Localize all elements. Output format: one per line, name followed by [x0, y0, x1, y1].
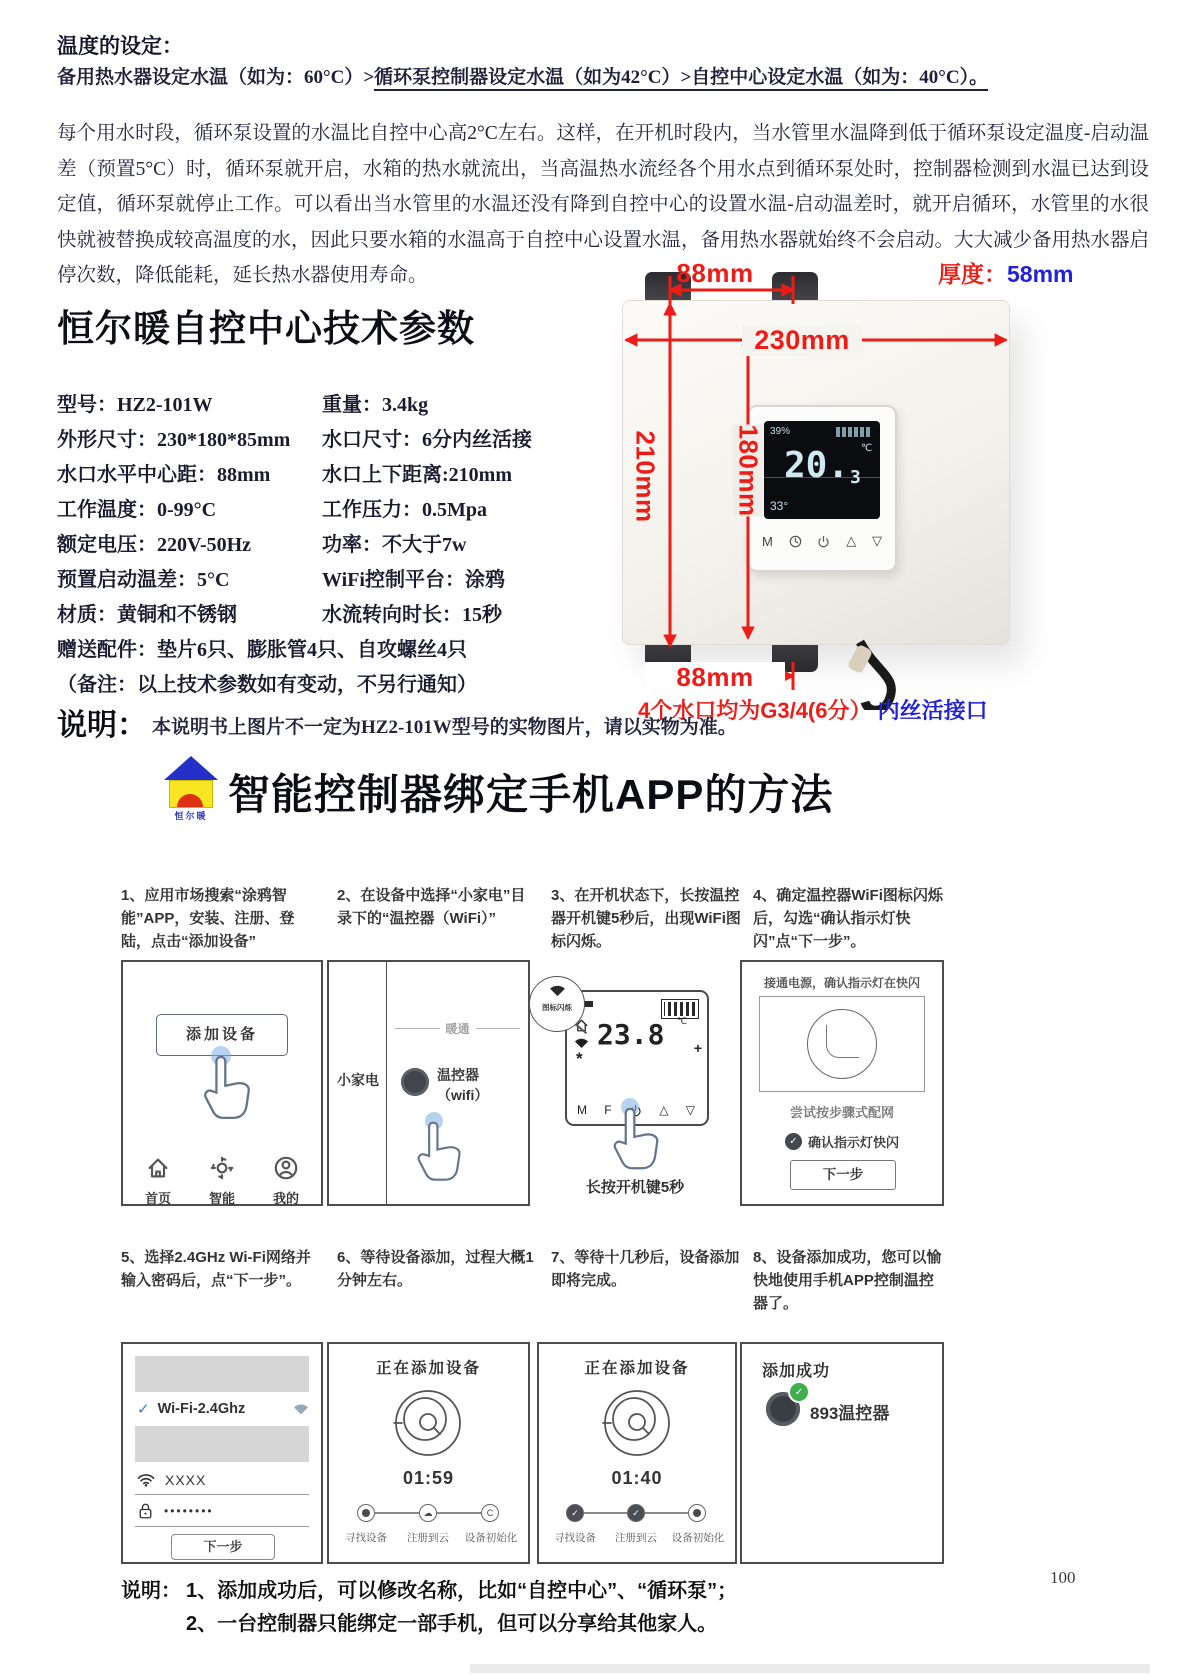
device-label[interactable]: 温控器 （wifi） [437, 1067, 489, 1103]
sidebar-divider [386, 962, 387, 1204]
confirm-check-row[interactable]: ✓ 确认指示灯快闪 [742, 1132, 942, 1151]
nav-smart[interactable]: 智能 [191, 1156, 253, 1207]
lock-icon [137, 1502, 154, 1520]
spec-table [57, 388, 587, 703]
plus-mark: + [693, 1040, 702, 1056]
next-step-button[interactable]: 下一步 [790, 1160, 896, 1190]
temp-setting-heading: 温度的设定： [57, 35, 183, 58]
progress-step-init: C [481, 1504, 499, 1522]
hvac-divider-row: 暖通 [395, 1020, 520, 1037]
temp-rule-plain: 备用热水器设定水温（如为：60°C）> [57, 67, 375, 88]
ssid-field[interactable]: XXXX [137, 1472, 309, 1488]
up-button[interactable]: △ [846, 533, 857, 548]
dim-inner-180: 180mm [733, 424, 764, 517]
wifi-row-placeholder [135, 1356, 309, 1392]
wifi-icon [549, 984, 566, 997]
tech-heading: 恒尔暖自控中心技术参数 [57, 308, 475, 349]
sidebar-item-small-appliance[interactable]: 小家电 [337, 1072, 379, 1088]
intro-paragraph: 每个用水时段，循环泵设置的水温比自控中心高2°C左右。这样，在开机时段内，当水管里水温降到低于循环泵设定温度-启动温差（预置5°C）时，循环泵就开启，水箱的热水就流出，当高温热水流经各个用水点到循环泵处时，控制器检测到水温已达到设定值，循环泵就停止工作。可以看出当水管里的水温还没有降到自控中心的设置水温-启动温差时，就开启循环，水管里的水很快就被替换成较高温度的水，因此只要水箱的水温高于自控中心设置水温，备用热水器就始终不会启动。大大减少备用热水器启停次数，降低能耗，延长热水器使用寿命。 [57, 123, 1150, 286]
wifi-row-placeholder [135, 1426, 309, 1462]
snowflake-icon: * [576, 1049, 583, 1068]
screen-floor-temp: 33° [770, 499, 789, 513]
step-1-text: 1、应用市场搜索“涂鸦智能”APP，安装、注册、登陆，点击“添加设备” [121, 887, 295, 950]
step-4-text: 4、确定温控器WiFi图标闪烁后，勾选“确认指示灯快闪”点“下一步”。 [753, 887, 943, 950]
success-check-icon: ✓ [788, 1381, 810, 1403]
note-label: 说明： [57, 709, 147, 742]
countdown-timer: 01:40 [611, 1468, 663, 1488]
temp-rule-underlined: 循环泵控制器设定水温（如为42°C）>自控中心设定水温（如为：40°C）。 [374, 67, 988, 91]
progress-step-init [688, 1504, 706, 1522]
wifi-selected-row[interactable]: ✓ Wi-Fi-2.4Ghz [137, 1400, 309, 1418]
mode-button: M [577, 1103, 587, 1117]
spec-note: （备注：以上技术参数如有变动，不另行通知） [57, 674, 477, 696]
check-icon: ✓ [137, 1401, 150, 1418]
footer-line-1: 1、添加成功后，可以修改名称，比如“自控中心”、“循环泵”； [186, 1580, 738, 1602]
logo-roof-icon [164, 756, 218, 780]
check-icon: ✓ [785, 1133, 802, 1150]
password-field[interactable]: •••••••• [137, 1502, 309, 1520]
thickness-value: 58mm [1007, 261, 1074, 287]
countdown-timer: 01:59 [402, 1468, 455, 1488]
long-press-caption: 长按开机键5秒 [585, 1179, 685, 1196]
wifi-icon [293, 1403, 309, 1415]
device-name[interactable]: 893温控器 [810, 1404, 890, 1423]
screenshot-category-list [327, 960, 530, 1206]
logo-sun-icon [177, 794, 203, 807]
dim-top-88: 88mm [676, 258, 754, 288]
hand-pointer-icon [199, 1052, 257, 1132]
device-figure [759, 996, 925, 1092]
step-2-text: 2、在设备中选择“小家电”目录下的“温控器（WiFi）” [337, 887, 526, 927]
screenshot-adding-device-2: 正在添加设备 01:40 ✓ ✓ 寻找设备 注册到云 设备初始化 [537, 1342, 737, 1564]
mode-button[interactable]: M [762, 533, 773, 549]
brand-logo [162, 756, 220, 822]
next-step-button[interactable]: 下一步 [171, 1534, 275, 1560]
nav-profile[interactable]: 我的 [255, 1156, 317, 1207]
dim-outer-210: 210mm [630, 430, 661, 523]
check-icon: ✓ [566, 1504, 584, 1522]
drawn-temp-unit: ℃ [677, 1016, 688, 1026]
spec-row: 工作温度：0-99°C 工作压力：0.5Mpa [57, 499, 487, 521]
thickness-note [938, 256, 1073, 289]
adding-title: 正在添加设备 [375, 1360, 481, 1377]
search-loader-icon [596, 1382, 678, 1464]
spec-row: 材质：黄铜和不锈钢 水流转向时长：15秒 [57, 604, 502, 626]
cloud-icon: ☁ [419, 1504, 437, 1522]
wifi-icon [574, 1037, 589, 1049]
hand-pointer-icon [609, 1104, 665, 1182]
screenshot-add-success [740, 1342, 944, 1564]
dim-bottom-88: 88mm [645, 662, 785, 693]
spec-row: 水口水平中心距：88mm 水口上下距离:210mm [57, 464, 512, 486]
page-number: 100 [1050, 1568, 1076, 1587]
step-7-text: 7、等待十几秒后，设备添加即将完成。 [551, 1249, 740, 1289]
logo-body-icon [169, 780, 213, 808]
step-5-text: 5、选择2.4GHz Wi-Fi网络并输入密码后，点“下一步”。 [121, 1249, 311, 1289]
step-6-text: 6、等待设备添加，过程大概1分钟左右。 [337, 1249, 534, 1289]
field-underline [135, 1494, 309, 1495]
step-3-text: 3、在开机状态下，长按温控器开机键5秒后，出现WiFi图标闪烁。 [551, 887, 741, 950]
screen-humidity: 39% [770, 426, 791, 437]
thickness-label: 厚度： [938, 261, 1007, 287]
home-icon [146, 1156, 170, 1180]
screen-temp-unit: ℃ [861, 443, 873, 454]
temp-rule [57, 62, 1157, 89]
spec-row: 外形尺寸：230*180*85mm 水口尺寸：6分内丝活接 [57, 429, 532, 451]
dim-width-230: 230mm [742, 325, 862, 356]
sun-icon [210, 1156, 234, 1180]
up-button: △ [659, 1103, 669, 1117]
check-icon: ✓ [627, 1504, 645, 1522]
fan-button: F [604, 1103, 612, 1117]
down-button[interactable]: ▽ [871, 533, 882, 548]
scan-artifact [470, 1664, 1150, 1673]
progress-step-find [357, 1504, 375, 1522]
footer-line-2: 2、一台控制器只能绑定一部手机，但可以分享给其他家人。 [186, 1613, 718, 1635]
screenshot-adding-device-1: 正在添加设备 01:59 ☁ C 寻找设备 注册到云 设备初始化 [327, 1342, 530, 1564]
logo-text: 恒尔暖 [174, 811, 208, 821]
screen-temp-decimal: 3 [850, 467, 861, 488]
field-underline [135, 1526, 309, 1527]
success-title: 添加成功 [762, 1363, 831, 1380]
wifi-flash-callout: 图标闪烁 [529, 976, 585, 1032]
wifi-icon [137, 1473, 155, 1487]
spec-row: 额定电压：220V-50Hz 功率：不大于7w [57, 534, 467, 556]
search-loader-icon [387, 1382, 469, 1464]
footer-label: 说明： [121, 1580, 181, 1602]
pairing-mode-hint: 尝试按步骤式配网 [789, 1105, 894, 1120]
nav-home[interactable]: 首页 [127, 1156, 189, 1207]
down-button: ▽ [685, 1103, 695, 1117]
device-inner-shape [826, 1025, 859, 1058]
screenshot-wifi-select [121, 1342, 323, 1564]
screen-temp: 20. [784, 445, 850, 486]
app-section-title: 智能控制器绑定手机APP的方法 [228, 771, 834, 818]
spec-row: 型号：HZ2-101W 重量：3.4kg [57, 394, 429, 416]
spec-gift: 赠送配件：垫片6只、膨胀管4只、自攻螺丝4只 [57, 639, 467, 661]
hand-pointer-icon [413, 1118, 467, 1193]
port-note: 4个水口均为G3/4(6分） 内丝活接口 [638, 698, 988, 723]
adding-title: 正在添加设备 [584, 1360, 690, 1377]
screenshot-add-device [121, 960, 323, 1206]
add-device-button[interactable]: 添加设备 [156, 1014, 288, 1056]
illustration-thermostat [537, 960, 733, 1202]
step-8-text: 8、设备添加成功，您可以愉快地使用手机APP控制温控器了。 [753, 1249, 942, 1312]
drawn-temp: 23.8 [597, 1018, 665, 1051]
spec-row: 预置启动温差：5°C WiFi控制平台：涂鸦 [57, 569, 505, 591]
person-icon [274, 1156, 298, 1180]
screenshot-confirm-blink [740, 960, 944, 1206]
power-on-hint: 接通电源，确认指示灯在快闪 [763, 976, 920, 990]
thermostat-device-icon[interactable] [401, 1068, 429, 1096]
note-text: 本说明书上图片不一定为HZ2-101W型号的实物图片，请以实物为准。 [152, 717, 737, 738]
